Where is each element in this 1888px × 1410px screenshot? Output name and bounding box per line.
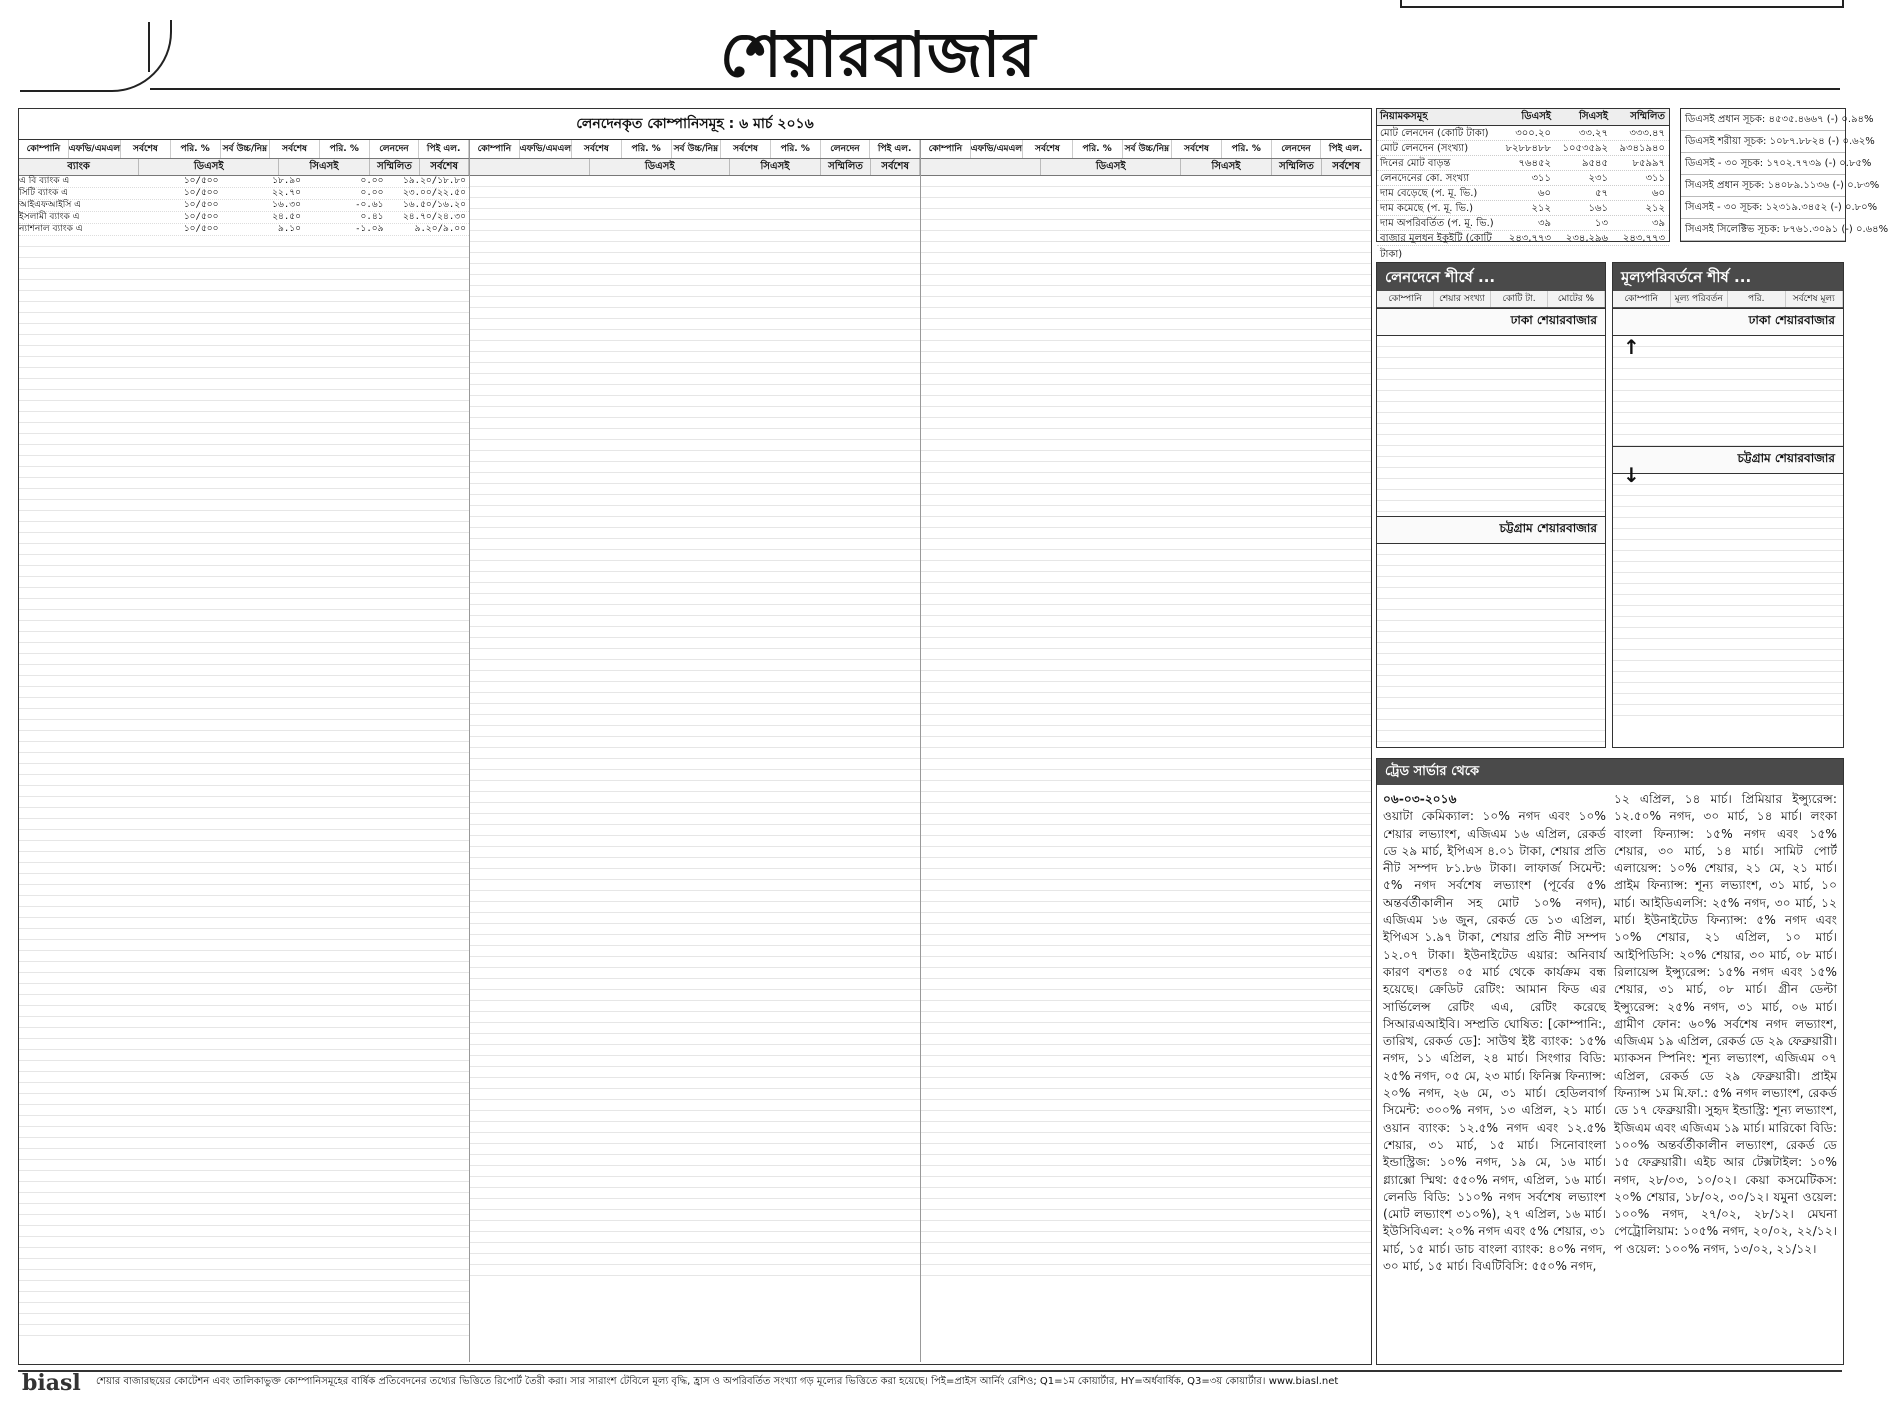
top-movers-columns: কোম্পানি মূল্য পরিবর্তন পরি. সর্বশেষ মূল্য xyxy=(1613,291,1843,308)
summary-row: বাজার মূলধন ইকুইটি (কোটি টাকা) ২৪৩,৭৭৩ ২৩৪,২৯৬ ২৪৩,৭৭৩ xyxy=(1377,231,1669,246)
masthead-pillar xyxy=(148,22,150,72)
news-column-1 xyxy=(1383,791,1606,1361)
table-row: আইএফআইসি এ ১০/৫০০ ১৬.৩০ -০.৬১ ১৬.৫০/১৬.২০ xyxy=(19,200,469,212)
corner-box xyxy=(1400,0,1844,8)
news-title: ট্রেড সার্ভার থেকে xyxy=(1377,759,1843,785)
summary-row: লেনদেনের কো. সংখ্যা ৩১১ ২৩১ ৩১১ xyxy=(1377,171,1669,186)
index-row: সিএসই - ৩০ সূচক: ১২৩১৯.৩৪৫২ (-) ০.৮০% xyxy=(1681,197,1845,219)
dense-rows-placeholder xyxy=(921,176,1371,1276)
listings-column-1 xyxy=(19,140,470,1362)
masthead xyxy=(0,0,1854,95)
column-header: কোম্পানি এফভি/এমএল সর্বশেষ পরি. % সর্ব উচ্চ/নিম্ন সর্বশেষ পরি. % লেনদেন পিই এল. xyxy=(921,140,1371,159)
column-header: কোম্পানি এফভি/এমএল সর্বশেষ পরি. % সর্ব উচ্চ/নিম্ন সর্বশেষ পরি. % লেনদেন পিই এল. xyxy=(470,140,920,159)
market-subheader: ডিএসই সিএসই সম্মিলিত সর্বশেষ xyxy=(921,159,1371,176)
news-date: ০৬-০৩-২০১৬ xyxy=(1383,792,1457,806)
summary-row: দাম বেড়েছে (প. মূ. ভি.) ৬০ ৫৭ ৬০ xyxy=(1377,186,1669,201)
index-row: ডিএসই শরীয়া সূচক: ১০৮৭.৮৮২৪ (-) ০.৬২% xyxy=(1681,131,1845,153)
dense-rows-placeholder xyxy=(1377,336,1605,516)
footer-text: শেয়ার বাজারছয়ের কোটেশন এবং তালিকাভুক্ত কোম্পানিসমূহের বার্ষিক প্রতিবেদনের তথ্যের ভিত্তিতে রিপোর্ট তৈরী করা। সার সারাংশ টেবিলে মূল্য বৃদ্ধি, হ্রাস ও অপরিবর্তিত সংখ্যা গড় মূল্যের ভিত্তিতে করা হয়েছে। পিই=প্রাইস আর্নিং রেশিও; Q1=১ম কোয়ার্টার, HY=অর্ধবার্ষিক, Q3=৩য় কোয়ার্টার। www.biasl.net xyxy=(96,1376,1339,1387)
biasl-logo: biasl xyxy=(22,1370,81,1396)
arrow-up-icon: ↑ xyxy=(1623,335,1640,359)
bank-rows xyxy=(19,176,469,236)
top-trades-dhaka: ঢাকা শেয়ারবাজার xyxy=(1377,308,1605,336)
dense-rows-placeholder xyxy=(470,176,920,1276)
dense-rows-placeholder xyxy=(1613,474,1843,724)
trade-server-news xyxy=(1376,758,1844,1365)
footer xyxy=(18,1370,1842,1404)
index-row: সিএসই প্রধান সূচক: ১৪০৮৯.১১৩৬ (-) ০.৮৩% xyxy=(1681,175,1845,197)
summary-header: নিয়ামকসমূহ ডিএসই সিএসই সম্মিলিত xyxy=(1377,109,1669,126)
top-trades-panel xyxy=(1376,262,1606,748)
page-title: শেয়ারবাজার xyxy=(720,18,1037,91)
table-row: ন্যাশনাল ব্যাংক এ ১০/৫০০ ৯.১০ -১.০৯ ৯.২০/৯.০০ xyxy=(19,224,469,236)
arrow-down-icon: ↓ xyxy=(1623,463,1640,487)
market-subheader: ডিএসই সিএসই সম্মিলিত সর্বশেষ xyxy=(470,159,920,176)
listings-column-2 xyxy=(470,140,921,1362)
summary-row: দিনের মোট বাড়ন্ত ৭৬৪৫২ ৯৫৪৫ ৮৫৯৯৭ xyxy=(1377,156,1669,171)
table-row: এ বি ব্যাংক এ ১০/৫০০ ১৮.৯০ ০.০০ ১৯.২০/১৮.৮০ xyxy=(19,176,469,188)
news-text-1: ওয়াটা কেমিক্যাল: ১০% নগদ এবং ১০% শেয়ার লভ্যাংশ, এজিএম ১৬ এপ্রিল, রেকর্ড ডে ২৯ মার্চ, ইপিএস ৪.০১ টাকা, শেয়ার প্রতি নীট সম্পদ ৮১.৮৬ টাকা। লাফার্জ সিমেন্ট: ৫% নগদ সর্বশেষ লভ্যাংশ (পূর্বের ৫% অন্তর্বর্তীকালীন সহ মোট ১০% নগদ), এজিএম ১৬ জুন, রেকর্ড ডে ১৩ এপ্রিল, ইপিএস ১.৯৭ টাকা, শেয়ার প্রতি নীট সম্পদ ১২.০৭ টাকা। ইউনাইটেড এয়ার: অনিবার্য কারণ বশতঃ ০৫ মার্চ থেকে কার্যক্রম বন্ধ হয়েছে। ক্রেডিট রেটিং: আমান ফিড এর সার্ভিলেন্স রেটিং এএ, রেটিং করেছে সিআরএআইবি। সম্প্রতি ঘোষিত: [কোম্পানি:, তারিখ, রেকর্ড ডে]: সাউথ ইষ্ট ব্যাংক: ১৫% নগদ, ১১ এপ্রিল, ২৪ মার্চ। সিংগার বিডি: ২৫% নগদ, ০৫ মে, ২৩ মার্চ। ফিনিক্স ফিন্যান্স: ২০% নগদ, ২৬ মে, ৩১ মার্চ। হেডিলবার্গ সিমেন্ট: ৩০০% নগদ, ১৩ এপ্রিল, ২১ মার্চ। ওয়ান ব্যাংক: ১২.৫% নগদ এবং ১২.৫% শেয়ার, ৩১ মার্চ, ১৫ মার্চ। সিনোবাংলা ইন্ডাস্ট্রিজ: ১০% নগদ, ১৯ মে, ১৬ মার্চ। গ্ল্যাক্সো স্মিথ: ৫৫০% নগদ, এপ্রিল, ১৬ মার্চ। লেনডি বিডি: ১১০% নগদ সর্বশেষ লভ্যাংশ (মোট লভ্যাংশ ৩১০%), ২৭ এপ্রিল, ১৬ মার্চ। ইউসিবিএল: ২০% নগদ এবং ৫% শেয়ার, ৩১ মার্চ, ১৫ মার্চ। ডাচ বাংলা ব্যাংক: ৪০% নগদ, ৩০ মার্চ, ১৫ মার্চ। বিএটিবিসি: ৫৫০% নগদ, xyxy=(1383,809,1606,1274)
table-row: ইসলামী ব্যাংক এ ১০/৫০০ ২৪.৫০ ০.৪১ ২৪.৭০/২৪.৩০ xyxy=(19,212,469,224)
index-summary xyxy=(1680,108,1888,242)
top-trades-title: লেনদেনে শীর্ষে ... xyxy=(1377,263,1605,291)
summary-row: দাম কমেছে (প. মূ. ভি.) ২১২ ১৬১ ২১২ xyxy=(1377,201,1669,216)
market-summary xyxy=(1376,108,1670,260)
summary-row: দাম অপরিবর্তিত (প. মূ. ভি.) ৩৯ ১৩ ৩৯ xyxy=(1377,216,1669,231)
top-movers-dhaka: ঢাকা শেয়ারবাজার xyxy=(1613,308,1843,336)
table-title: লেনদেনকৃত কোম্পানিসমূহ : ৬ মার্চ ২০১৬ xyxy=(19,109,1371,140)
table-row: সিটি ব্যাংক এ ১০/৫০০ ২২.৭০ ০.০০ ২৩.০০/২২.৫০ xyxy=(19,188,469,200)
market-subheader: ব্যাংক ডিএসই সিএসই সম্মিলিত সর্বশেষ xyxy=(19,159,469,176)
listings-table xyxy=(18,108,1372,1365)
top-movers-ctg: চট্টগ্রাম শেয়ারবাজার xyxy=(1613,446,1843,474)
top-trades-columns: কোম্পানি শেয়ার সংখ্যা কোটি টা. মোটের % xyxy=(1377,291,1605,308)
top-movers-title: মূল্যপরিবর্তনে শীর্ষ ... xyxy=(1613,263,1843,291)
index-row: সিএসই সিলেক্টিভ সূচক: ৮৭৬১.৩০৯১ (-) ০.৬৪% xyxy=(1681,219,1845,241)
dense-rows-placeholder xyxy=(19,236,469,1336)
top-trades-ctg: চট্টগ্রাম শেয়ারবাজার xyxy=(1377,516,1605,544)
column-header: কোম্পানি এফভি/এমএল সর্বশেষ পরি. % সর্ব উচ্চ/নিম্ন সর্বশেষ পরি. % লেনদেন পিই এল. xyxy=(19,140,469,159)
listings-column-3 xyxy=(921,140,1371,1362)
dense-rows-placeholder xyxy=(1377,544,1605,744)
summary-row: মোট লেনদেন (সংখ্যা) ৮২৮৮৪৮৮ ১০৫৩৫৯২ ৯৩৪১৯৪০ xyxy=(1377,141,1669,156)
index-row: ডিএসই প্রধান সূচক: ৪৫৩৫.৪৬৬৭ (-) ০.৯৪% xyxy=(1681,109,1845,131)
summary-row: মোট লেনদেন (কোটি টাকা) ৩০০.২০ ৩৩.২৭ ৩৩৩.৪৭ xyxy=(1377,126,1669,141)
news-column-2: ১২ এপ্রিল, ১৪ মার্চ। প্রিমিয়ার ইন্স্যুরেন্স: ১২.৫০% নগদ, ৩০ মার্চ, ১৪ মার্চ। লংকা বাংলা ফিন্যান্স: ১৫% নগদ এবং ১৫% শেয়ার, ৩০ মার্চ, ১৪ মার্চ। সামিট পোর্ট এলায়েন্স: ১০% শেয়ার, ২১ মে, ২১ মার্চ। প্রাইম ফিন্যান্স: শূন্য লভ্যাংশ, ৩১ মার্চ, ১০ মার্চ। আইডিএলসি: ২৫% নগদ, ৩০ মার্চ, ১২ মার্চ। ইউনাইটেড ফিন্যান্স: ৫% নগদ এবং ১০% শেয়ার, ২১ এপ্রিল, ১০ মার্চ। আইপিডিসি: ২০% শেয়ার, ৩০ মার্চ, ০৮ মার্চ। রিলায়েন্স ইন্স্যুরেন্স: ১৫% নগদ এবং ১৫% শেয়ার, ৩১ মার্চ, ০৮ মার্চ। গ্রীন ডেল্টা ইন্স্যুরেন্স: ২৫% নগদ, ৩১ মার্চ, ০৬ মার্চ। গ্রামীণ ফোন: ৬০% সর্বশেষ নগদ লভ্যাংশ, এজিএম ১৯ এপ্রিল, রেকর্ড ডে ২৯ ফেব্রুয়ারী। ম্যাকসন স্পিনিং: শূন্য লভ্যাংশ, এজিএম ০৭ এপ্রিল, রেকর্ড ডে ২৯ ফেব্রুয়ারী। প্রাইম ফিন্যান্স ১ম মি.ফা.: ৫% নগদ লভ্যাংশ, রেকর্ড ডে ১৭ ফেব্রুয়ারী। সুহৃদ ইন্ডাস্ট্রি: শূন্য লভ্যাংশ, ইজিএম এবং এজিএম ১৯ মার্চ। মারিকো বিডি: ১০০% অন্তর্বর্তীকালীন লভ্যাংশ, রেকর্ড ডে ১৫ ফেব্রুয়ারী। এইচ আর টেক্সটাইল: ১০% নগদ, ২৮/০৩, ১০/০২। কেয়া কসমেটিকস: ২০% শেয়ার, ১৮/০২, ৩০/১২। যমুনা ওয়েল: ১০০% নগদ, ২৭/০২, ২৮/১২। মেঘনা পেট্রোলিয়াম: ১০৫% নগদ, ২০/০২, ২২/১২। প ওয়েল: ১০০% নগদ, ১৩/০২, ২১/১২। xyxy=(1614,792,1837,1256)
top-movers-panel xyxy=(1612,262,1844,748)
dense-rows-placeholder xyxy=(1613,336,1843,446)
index-row: ডিএসই - ৩০ সূচক: ১৭০২.৭৭৩৯ (-) ০.৮৫% xyxy=(1681,153,1845,175)
